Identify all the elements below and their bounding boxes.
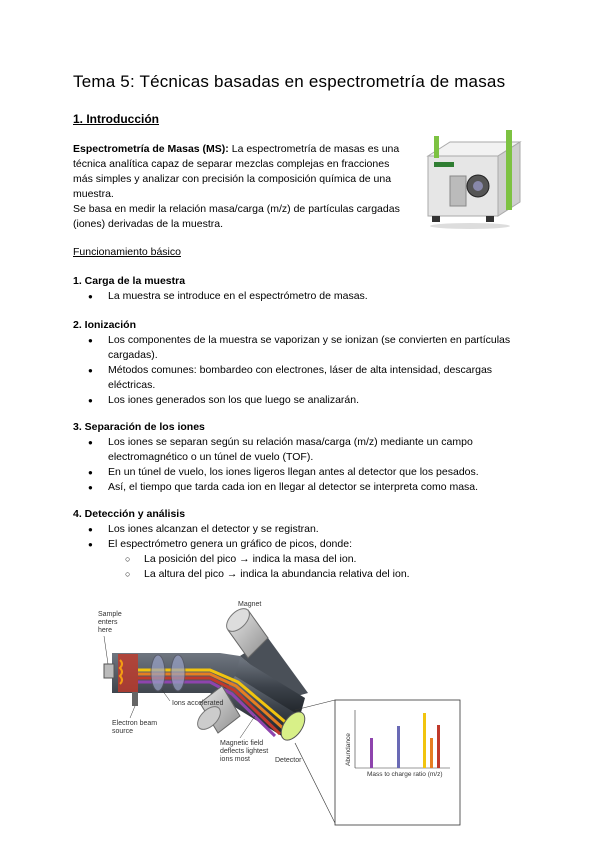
spectrum-peak [430,738,433,768]
label-electron-beam: Electron beam [112,720,158,727]
spectrum-peak [370,738,373,768]
sub-list-item: ○ La posición del pico → indica la masa del ion. [73,552,533,567]
step-title: 4. Detección y análisis [73,508,186,520]
list-item: ● Métodos comunes: bombardeo con electrones, láser de alta intensidad, descargas eléctricas. [73,363,533,393]
list-item: ● En un túnel de vuelo, los iones ligeros llegan antes al detector que los pesados. [73,465,533,480]
step-title: 1. Carga de la muestra [73,275,186,287]
section-title: 1. Introducción [73,112,160,126]
list-item: ● Los iones generados son los que luego se analizarán. [73,393,533,408]
step-title: 3. Separación de los iones [73,421,205,433]
label-magnetic-field-2: deflects lightest [220,748,269,755]
step-3 [73,420,533,495]
sub-list-item: ○ La altura del pico → indica la abundancia relativa del ion. [73,567,533,582]
spectrum-peak [397,726,400,768]
step-title: 2. Ionización [73,319,137,331]
mass-spectrometer-image [420,126,530,231]
label-magnetic-field-3: ions most [220,756,250,763]
list-item: ● Los componentes de la muestra se vaporizan y se ionizan (se convierten en partículas cargadas). [73,333,533,363]
list-item: ● Así, el tiempo que tarda cada ion en llegar al detector se interpreta como masa. [73,480,533,495]
label-detector: Detector [275,757,302,764]
label-ions-accelerated: Ions accelerated [172,700,224,707]
list-item: ● Los iones se separan según su relación masa/carga (m/z) mediante un campo electromagnético o un túnel de vuelo (TOF). [73,435,533,465]
label-magnetic-field: Magnetic field [220,740,264,747]
spectrum-peak [437,725,440,768]
basic-operation-heading: Funcionamiento básico [73,246,181,258]
list-item: ● El espectrómetro genera un gráfico de picos, donde: [73,537,533,552]
spectrum-x-label: Mass to charge ratio (m/z) [367,771,443,778]
label-sample-2: enters [98,619,118,626]
step-4 [73,507,533,582]
intro-term: Espectrometría de Masas (MS): [73,143,229,155]
list-item: ● La muestra se introduce en el espectrómetro de masas. [73,289,533,304]
page-title: Tema 5: Técnicas basadas en espectrometría de masas [73,72,506,91]
spectrum-peak [423,713,426,768]
intro-text: La espectrometría de masas es una técnica analítica capaz de separar mezclas complejas en fracciones más simples y analizar con precisión la composición química de una muestra. [73,143,400,200]
label-magnet: Magnet [238,601,262,608]
label-electron-beam-2: source [112,728,134,735]
step-1 [73,274,533,304]
label-sample-3: here [98,627,113,634]
label-sample: Sample [98,611,122,618]
step-2 [73,318,533,408]
intro-text-2: Se basa en medir la relación masa/carga (m/z) de partículas cargadas (iones) derivadas de la muestra. [73,203,400,230]
list-item: ● Los iones alcanzan el detector y se registran. [73,522,533,537]
intro-paragraph [73,142,403,232]
mass-spectrometer-diagram [90,598,465,838]
spectrum-y-label: Abundance [345,733,352,766]
